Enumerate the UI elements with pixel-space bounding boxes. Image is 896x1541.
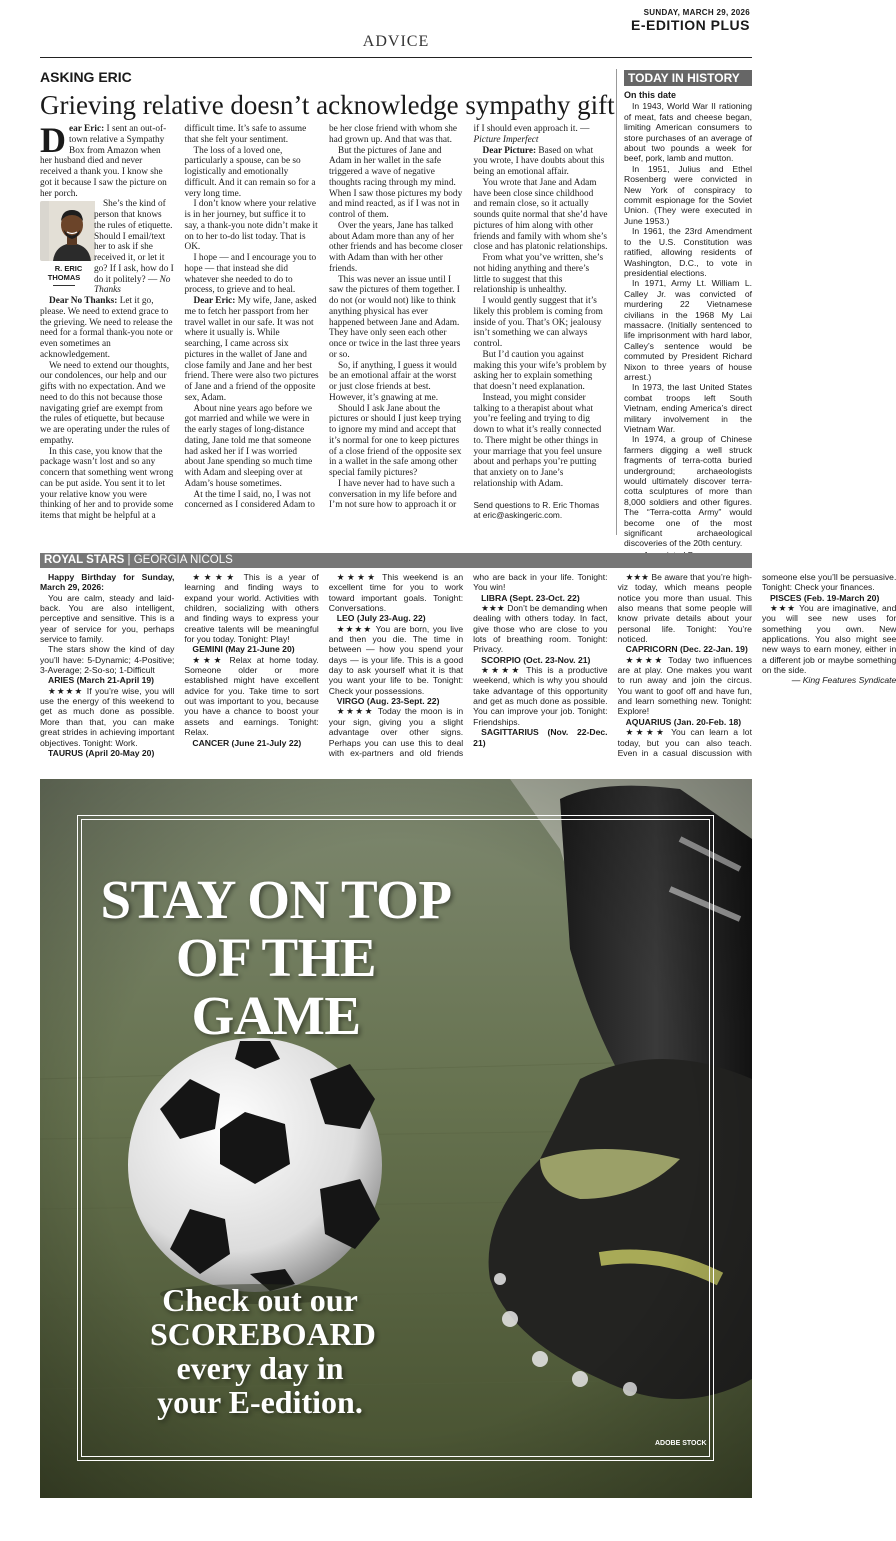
paragraph-text: Based on what you wrote, I have doubts about this being an emotional affair. — [473, 145, 605, 177]
ad-cta-line: SCOREBOARD — [150, 1316, 376, 1352]
reply-salutation: Dear No Thanks: — [49, 296, 118, 306]
sign-name: SCORPIO (Oct. 23-Nov. 21) — [481, 654, 591, 665]
photo-credit: ADOBE STOCK — [655, 1440, 707, 1447]
paragraph — [185, 296, 320, 404]
paragraph — [40, 120, 175, 199]
paragraph: I hope — and I encourage you to hope — that instead she did whatever she needed to do to process, to grieve and to heal. — [184, 253, 317, 296]
paragraph: About nine years ago before we got married and while we were in the early stages of long-distance dating, Jane told me that someone had asked her if I was worried about Jane spending so much time with Adam and sleeping over at Adam’s house sometimes. — [184, 403, 313, 489]
sign-text: ★★★★ You are born, you live and then you die. The time in between — how you spend your days — is your life. This is a good day to ask yourself what it is that you want your life to be. Tonight: Check your possessions. — [328, 623, 464, 696]
sign-name: TAURUS (April 20-May 20) — [48, 747, 155, 758]
sign-name: ARIES (March 21-April 19) — [48, 675, 155, 686]
paragraph: But the pictures of Jane and Adam in her wallet in the safe triggered a wave of negative thoughts racing through my mind. When I saw those pictures my body and mind reacted, as if I was not in control of them. — [329, 145, 463, 220]
paragraph: You wrote that Jane and Adam have been close since childhood and remain close, so it actually sounds quite normal that she’d have pictures of him along with other friends and family with whom she’s close and has platonic relationships. — [473, 177, 608, 253]
paragraph: I don’t know where your relative is in her journey, but suffice it to say, a thank-you note didn’t make it on to her to-do list today. That is OK. — [184, 199, 318, 253]
paragraph: But I’d caution you against making this your wife’s problem by asking her to explain something that doesn’t need explanation. — [473, 349, 607, 392]
author-box — [40, 201, 88, 286]
sign-text: ★★★★ This is a productive weekend, which is why you should take advantage of this opportunity and get as much done as possible. You can improve your job. Tonight: Friendships. — [473, 665, 608, 727]
history-item: In 1961, the 23rd Amendment to the U.S. Constitution was ratified, allowing residents of Washington, D.C., to vote in presidential elections. — [624, 226, 752, 278]
author-photo — [40, 201, 86, 261]
paragraph: This was never an issue until I saw the pictures of them together. I do not (or would not) like to think anything physical has ever happened between Jane and Adam. They have only seen each other once or twice in the last three years or so. — [329, 274, 461, 360]
history-subhead: On this date — [624, 90, 677, 100]
sign-name: LIBRA (Sept. 23-Oct. 22) — [481, 592, 580, 603]
ad-headline-line: OF THE GAME — [175, 927, 377, 1046]
history-item: In 1973, the last United States combat troops left South Vietnam, ending America’s direct military involvement in the Vietnam War. — [624, 382, 752, 434]
paragraph: In this case, you know that the package wasn’t lost and so any concern that something went wrong can be put aside. You sent it to let your relative know you were thinking of her and to provide some items that might be helpful at a difficult time. It’s safe to assume that she felt your sentiment. — [40, 124, 307, 521]
column-kicker: ASKING ERIC — [40, 69, 132, 85]
history-item: In 1943, World War II rationing of meat, fats and cheese began, limiting American consumers to store purchases of an average of about two pounds a week for beef, pork, lamb and mutton. — [624, 101, 752, 164]
sign-text: ★★★ You are imaginative, and you will see new uses for something you own. New applications. You also might see new ways to earn money, either in a different job or maybe something on the side. — [761, 603, 896, 676]
reply-salutation: Dear Picture: — [482, 145, 537, 156]
contact-line: Send questions to R. Eric Thomas at eric@askingeric.com. — [473, 499, 600, 521]
history-item: In 1974, a group of Chinese farmers digging a well struck fragments of terra-cotta buried underground; archaeologists would ultimately discover terra-cotta sculptures of more than 8,000 soldiers and other figures. The “Terra-cotta Army” would become one of the most significant archaeological discoveries of the 20th century. — [624, 434, 752, 549]
ad-cta-line: every day in — [176, 1350, 344, 1386]
sign-name: CAPRICORN (Dec. 22-Jan. 19) — [625, 644, 748, 655]
letter-salutation: ear Eric: — [69, 124, 105, 134]
ad-call-to-action[interactable] — [150, 1282, 376, 1420]
horoscope-separator: | — [124, 554, 134, 566]
paragraph: The loss of a loved one, particularly a spouse, can be so logistically and emotionally difficult. And it can remain so for a very long time. — [184, 145, 316, 199]
horoscope-credit: — King Features Syndicate — [791, 675, 896, 686]
sign-name: GEMINI (May 21-June 20) — [192, 644, 295, 655]
drop-cap: D — [40, 120, 66, 160]
horoscope-key: The stars show the kind of day you’ll have: 5-Dynamic; 4-Positive; 3-Average; 2-So-so; 1-Difficult — [40, 644, 175, 676]
paragraph-text: I have never had to have such a conversation in my life before and I’m not sure how to approach it or if I should even approach it. — — [329, 124, 590, 511]
paragraph — [40, 199, 175, 296]
sign-text: ★★★★ If you’re wise, you will use the energy of this weekend to get as much done as possible. More than that, you can make great strides in achieving important objectives. Tonight: Work. — [40, 685, 175, 748]
paragraph: We need to extend our thoughts, our condolences, our help and our gifts with no expectation. And we need to do this not because those navigating grief are exempt from the rules of etiquette, but because we are operating under the rules of empathy. — [40, 360, 170, 446]
history-item: In 1971, Army Lt. William L. Calley Jr. was convicted of murdering 22 Vietnamese civilians in the 1968 My Lai massacre. (Initially sentenced to life imprisonment with hard labor, Calley’s sentence would be commuted by President Richard Nixon to three years of house arrest.) — [624, 278, 752, 382]
history-body — [624, 90, 752, 560]
ad-headline-line: STAY ON TOP — [100, 869, 452, 930]
paragraph: At the time I said, no, I was not concerned as I considered Adam to be her close friend with whom she had grown up. And that was that. — [184, 124, 458, 511]
paragraph: Over the years, Jane has talked about Adam more than any of her other friends and has become closer with Adam than with her other friends. — [329, 220, 463, 274]
article-body — [40, 120, 608, 536]
section-title: ADVICE — [362, 33, 430, 50]
scoreboard-ad[interactable] — [40, 779, 752, 1498]
author-rule — [53, 285, 75, 286]
paragraph: So, if anything, I guess it would be an emotional affair at the worst or just close friends at best. However, it’s gnawing at me. — [329, 360, 457, 403]
sign-name: LEO (July 23-Aug. 22) — [336, 613, 426, 624]
history-header: TODAY IN HISTORY — [624, 70, 752, 86]
ad-cta-line: Check out our — [162, 1282, 358, 1318]
paragraph-text: I sent an out-of-town relative a Sympathy Box from Amazon when her husband died and never received a thank you. I know she got it because I saw the picture on her porch. — [40, 124, 167, 199]
sign-text: ★★★ Don’t be demanding when dealing with others today. In fact, give those who are close to you lots of breathing room. Tonight: Privacy. — [473, 603, 608, 655]
horoscope-intro: You are calm, steady and laid-back. You are also intelligent, perceptive and sensitive. This is a year of service for you, perhaps service to family. — [40, 592, 175, 645]
edition-date: SUNDAY, MARCH 29, 2026 — [643, 8, 750, 17]
sign-name: VIRGO (Aug. 23-Sept. 22) — [336, 696, 440, 707]
sign-name: AQUARIUS (Jan. 20-Feb. 18) — [625, 716, 742, 727]
sign-text: ★★★★ You can learn a lot today, but you can also teach. Even in a casual discussion with someone else you’ll be persuasive. Tonight: Check your finances. — [617, 572, 896, 758]
sign-text: ★★★★ Today two influences are at play. One makes you want to run away and join the circus. You want to goof off and have fun, and learn something new. Tonight: Explore! — [617, 654, 752, 717]
ad-cta-line: your E-edition. — [157, 1384, 363, 1420]
sign-name: CANCER (June 21-July 22) — [192, 737, 302, 748]
letter-signature: Picture Imperfect — [473, 134, 539, 145]
sign-text: ★★★★ This is a year of learning and finding ways to expand your world. Activities with children, socializing with others and finding ways to express your creative talents will be meaningful for you today. Tonight: Play! — [184, 572, 319, 645]
paragraph: From what you’ve written, she’s not hiding anything and there’s little to suggest that this relationship is unhealthy. — [473, 253, 604, 296]
history-item: In 1951, Julius and Ethel Rosenberg were convicted in New York of conspiracy to commit espionage for the Soviet Union. (They were executed in June 1953.) — [624, 163, 752, 226]
horoscope-header — [40, 553, 752, 568]
letter-signature: No Thanks — [94, 274, 171, 296]
birthday-heading: Happy Birthday for Sunday, March 29, 2026: — [40, 572, 175, 593]
paragraph: I would gently suggest that it’s likely this problem is coming from inside of you. That’s OK; jealousy isn’t something we can always control. — [473, 296, 603, 349]
column-divider — [616, 69, 617, 535]
paragraph — [474, 146, 609, 178]
edition-name: E-EDITION PLUS — [630, 17, 750, 33]
horoscope-body — [40, 572, 896, 768]
paragraph: Should I ask Jane about the pictures or should I just keep trying to ignore my mind and accept that it’s normal for one to keep pictures of a close friend of the opposite sex in a wallet in the safe among other special family pictures? — [329, 403, 462, 478]
paragraph-text: She’s the kind of person that knows the rules of etiquette. Should I email/text her to ask if she received it, or let it go? If I ask, how do I do it politely? — — [94, 199, 174, 285]
sign-text: ★★★ Relax at home today. Someone older or more established might have excellent advice for you. Take time to sort out was important to you, because you have a chance to boost your assets and earnings. Tonight: Relax. — [184, 654, 319, 738]
sign-name: SAGITTARIUS (Nov. 22-Dec. 21) — [473, 727, 608, 748]
paragraph-text: Let it go, please. We need to extend grace to the grieving. We need to release the need for a formal thank-you note or even sometimes an acknowledgement. — [40, 296, 173, 360]
sign-name: PISCES (Feb. 19-March 20) — [769, 592, 880, 603]
paragraph: Instead, you might consider talking to a therapist about what you’re feeling and trying to dig down to what it’s really connected to. There might be other things in your marriage that you feel unsure about and perhaps you’re putting that anxiety on to Jane’s relationship with Adam. — [473, 392, 602, 489]
sign-text: ★★★★ This weekend is an excellent time for you to work toward important goals. Tonight: Conversations. — [328, 572, 464, 614]
paragraph — [40, 296, 175, 361]
ad-headline — [96, 871, 456, 1045]
sign-text: ★★★ Be aware that you’re high-viz today, which means people notice you more than usual. This also means that some people will know private details about your personal life. Tonight: You’re noticed. — [617, 572, 752, 645]
article-headline: Grieving relative doesn’t acknowledge sympathy gift — [40, 90, 615, 120]
author-name: R. ERIC THOMAS — [47, 264, 83, 283]
horoscope-title: ROYAL STARS — [44, 554, 125, 566]
letter-salutation: Dear Eric: — [193, 296, 236, 306]
horoscope-author: GEORGIA NICOLS — [133, 554, 233, 566]
paragraph-text: My wife, Jane, asked me to fetch her passport from her travel wallet in our safe. It was not where it usually is. While searching, I came across six pictures in the wallet of Jane and close family and Jane and her best friend. There were also two pictures of Jane and a friend of the opposite sex, Adam. — [184, 296, 319, 403]
sign-text: ★★★★ Today the moon is in your sign, giving you a slight advantage over other signs. Perhaps you can use this to deal with ex-partners and old friends who are back in your life. Tonight: You win! — [328, 572, 608, 758]
header-rule — [40, 57, 752, 58]
